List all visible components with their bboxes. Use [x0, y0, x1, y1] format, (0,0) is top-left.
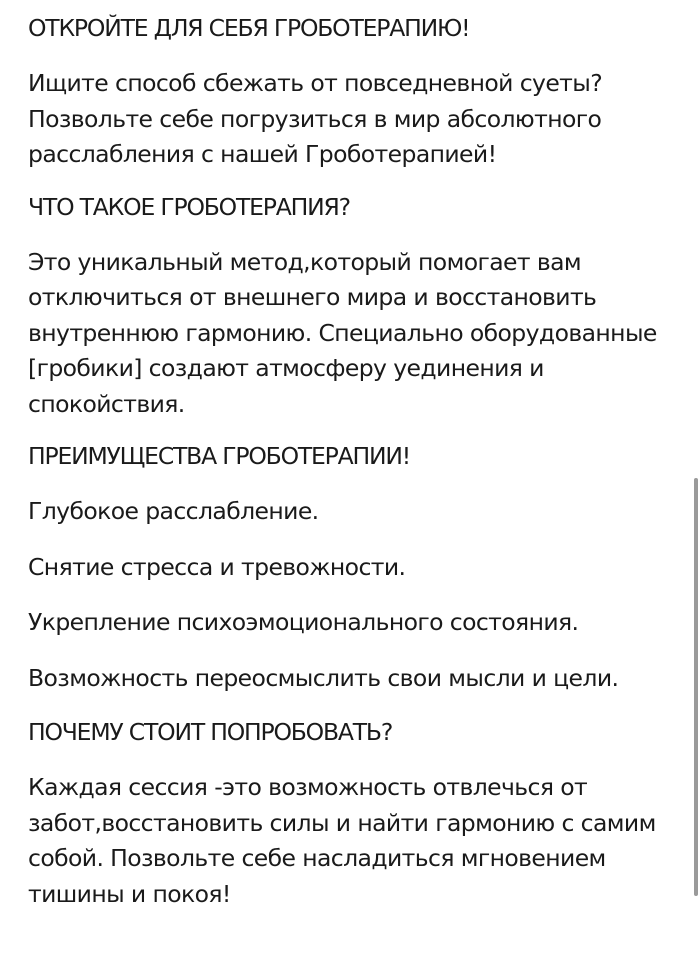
- benefit-item: Возможность переосмыслить свои мысли и цели.: [28, 663, 619, 692]
- why-paragraph: Каждая сессия -это возможность отвлечься от забот,восстановить силы и найти гармонию с самим собой. Позвольте себе насладиться мгновением тишины и покоя!: [28, 773, 656, 908]
- why-heading: ПОЧЕМУ СТОИТ ПОПРОБОВАТЬ?: [28, 718, 393, 746]
- benefits-heading: ПРЕИМУЩЕСТВА ГРОБОТЕРАПИИ!: [28, 442, 410, 470]
- benefit-item: Глубокое расслабление.: [28, 497, 319, 525]
- what-heading: ЧТО ТАКОЕ ГРОБОТЕРАПИЯ?: [28, 192, 350, 221]
- intro-heading: ОТКРОЙТЕ ДЛЯ СЕБЯ ГРОБОТЕРАПИЮ!: [28, 14, 470, 42]
- what-paragraph: Это уникальный метод,который помогает вам отключиться от внешнего мира и восстановить внутреннюю гармонию. Специально оборудованные [гробики] создают атмосферу уединения и спокойствия.: [28, 247, 657, 418]
- scrollbar-thumb[interactable]: [694, 478, 698, 896]
- benefit-item: Снятие стресса и тревожности.: [28, 552, 406, 581]
- message-body: [28, 12, 682, 930]
- benefit-item: Укрепление психоэмоционального состояния.: [28, 608, 579, 636]
- intro-paragraph: Ищите способ сбежать от повседневной суеты? Позвольте себе погрузиться в мир абсолютного расслабления с нашей Гроботерапией!: [28, 69, 603, 168]
